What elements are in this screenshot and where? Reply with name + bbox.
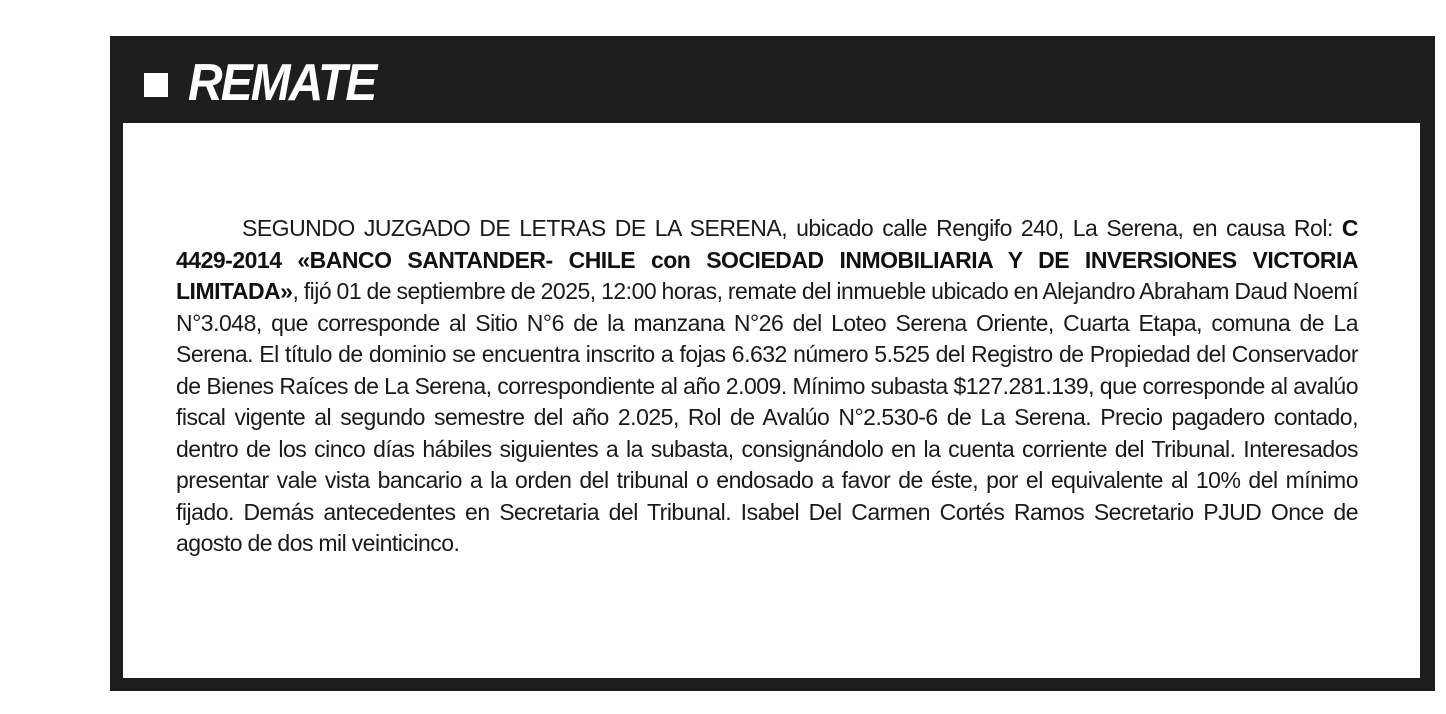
notice-paragraph xyxy=(176,213,1358,560)
notice-body xyxy=(123,123,1420,678)
case-reference: C 4429-2014 «BANCO SANTANDER- CHILE con SOCIEDAD INMOBILIARIA Y DE INVERSIONES VICTORIA LIMITADA» xyxy=(176,215,1358,304)
notice-intro-text: SEGUNDO JUZGADO DE LETRAS DE LA SERENA, ubicado calle Rengifo 240, La Serena, en causa Rol: xyxy=(242,215,1342,241)
notice-title: REMATE xyxy=(188,54,376,112)
notice-main-text: , fijó 01 de septiembre de 2025, 12:00 horas, remate del inmueble ubicado en Alejandro Abraham Daud Noemí N°3.048, que corresponde al Sitio N°6 de la manzana N°26 del Loteo Serena Oriente, Cuarta Etapa, comuna de La Serena. El título de dominio se encuentra inscrito a fojas 6.632 número 5.525 del Registro de Propiedad del Conservador de Bienes Raíces de La Serena, correspondiente al año 2.009. Mínimo subasta $127.281.139, que corresponde al avalúo fiscal vigente al segundo semestre del año 2.025, Rol de Avalúo N°2.530-6 de La Serena. Precio pagadero contado, dentro de los cinco días hábiles siguientes a la subasta, consignándolo en la cuenta corriente del Tribunal. Interesados presentar vale vista bancario a la orden del tribunal o endosado a favor de éste, por el equivalente al 10% del mínimo fijado. Demás antecedentes en Secretaria del Tribunal. Isabel Del Carmen Cortés Ramos Secretario PJUD Once de agosto de dos mil veinticinco. xyxy=(176,278,1358,556)
notice-header xyxy=(110,36,1435,123)
square-bullet-icon xyxy=(144,73,168,97)
legal-notice-box xyxy=(110,36,1435,691)
